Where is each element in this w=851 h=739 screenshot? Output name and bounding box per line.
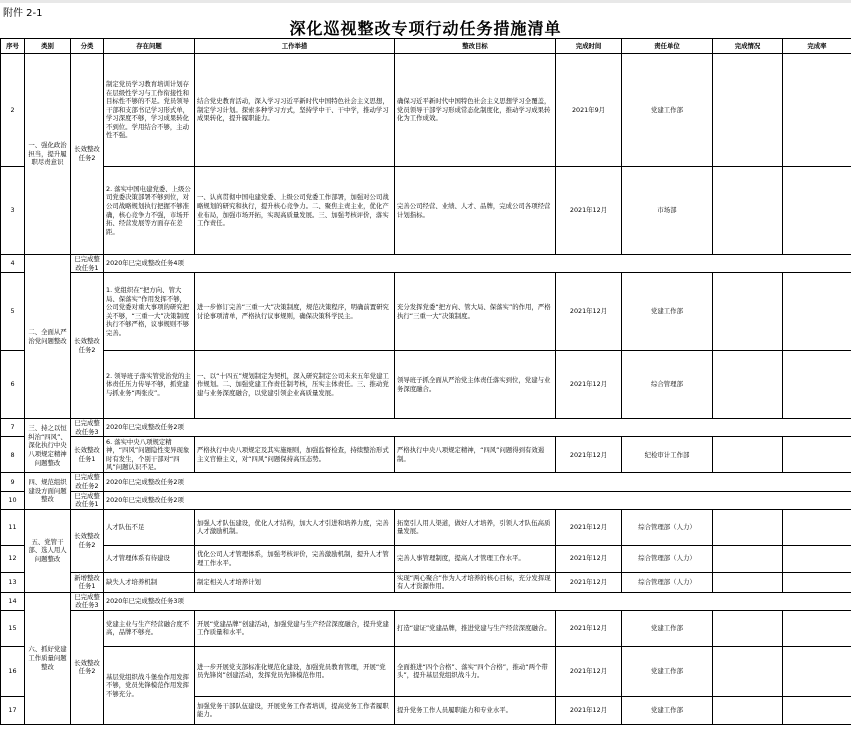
cell-no: 10 — [1, 491, 25, 509]
cell-unit: 综合管理部（人力） — [622, 545, 713, 572]
cell-no: 14 — [1, 592, 25, 610]
cell-problem: 2020年巳完成整改任务2项 — [104, 419, 851, 437]
cell-problem: 制定党员学习教育培训计划存在层级性学习与工作衔接性和目标性不够的不足。党员领导干部和支部书记学习形式单，学习深度不够，学习成果转化不到位。学用结合不够，主动性不强。 — [104, 54, 195, 167]
cell-no: 3 — [1, 167, 25, 255]
cell-no: 2 — [1, 54, 25, 167]
cell-no: 16 — [1, 646, 25, 696]
cell-unit: 市场部 — [622, 167, 713, 255]
cell-measure: 进一步修订完善“三重一大”决策制度，规范决策程序，明确前置研究讨论事项清单，严格执行议事规则，确保决策科学民主。 — [195, 273, 395, 351]
cell-problem: 6. 落实中央八项规定精神，“四风”问题隐性变异现象时有发生，个别干部对“四风”问题认识不足。 — [104, 437, 195, 473]
cell-problem: 基层党组织战斗堡垒作用发挥不够，党员先锋模范作用发挥不够充分。 — [104, 646, 195, 724]
cell-unit: 纪检审计工作部 — [622, 437, 713, 473]
cell-rate[interactable] — [783, 351, 851, 419]
cell-unit: 综合管理部（人力） — [622, 572, 713, 592]
cell-no: 15 — [1, 610, 25, 646]
cell-type: 长效整改任务1 — [71, 437, 104, 473]
cell-rate[interactable] — [783, 167, 851, 255]
cell-problem: 缺失人才培养机制 — [104, 572, 195, 592]
cell-unit: 党建工作部 — [622, 696, 713, 724]
cell-unit: 党建工作部 — [622, 54, 713, 167]
cell-measure: 加强党务干部队伍建设，开展党务工作者培训，提高党务工作者履职能力。 — [195, 696, 395, 724]
cell-category: 六、抓好党建工作质量问题整改 — [25, 592, 71, 724]
cell-goal: 充分发挥党委“把方向、管大局、保落实”的作用，严格执行“三重一大”决策制度。 — [395, 273, 556, 351]
cell-no: 13 — [1, 572, 25, 592]
table-row — [1, 273, 851, 351]
table-row — [1, 646, 851, 696]
cell-status[interactable] — [713, 167, 783, 255]
cell-time: 2021年12月 — [556, 437, 622, 473]
cell-category: 五、党管干部、选人用人问题整改 — [25, 509, 71, 592]
cell-status[interactable] — [713, 646, 783, 696]
cell-status[interactable] — [713, 572, 783, 592]
cell-problem: 2. 领导班子落实管党治党的主体责任压力传导不够，抓党建与抓业务“两张皮”。 — [104, 351, 195, 419]
cell-status[interactable] — [713, 437, 783, 473]
cell-unit: 综合管理部（人力） — [622, 509, 713, 545]
cell-type: 长效整改任务2 — [71, 273, 104, 419]
cell-measure: 优化公司人才管理体系，加强考核评价，完善激励机制，提升人才管理工作水平。 — [195, 545, 395, 572]
cell-type: 长效整改任务2 — [71, 509, 104, 572]
cell-rate[interactable] — [783, 54, 851, 167]
table-row — [1, 610, 851, 646]
cell-goal: 实现“两心聚合”作为人才培养的核心目标，充分发挥现有人才资源作用。 — [395, 572, 556, 592]
table-row — [1, 545, 851, 572]
col-header-type: 分类 — [71, 39, 104, 54]
col-header-no: 序号 — [1, 39, 25, 54]
cell-status[interactable] — [713, 351, 783, 419]
annex-label: 附件 2-1 — [3, 8, 43, 19]
cell-goal: 确保习近平新时代中国特色社会主义思想学习全覆盖，党员领导干部学习形成常态化制度化，推动学习成果转化为工作成效。 — [395, 54, 556, 167]
col-header-unit: 责任单位 — [622, 39, 713, 54]
cell-no: 12 — [1, 545, 25, 572]
cell-type: 巳完成整改任务1 — [71, 491, 104, 509]
cell-category: 三、持之以恒纠治“四风”、深化执行中央八项规定精神问题整改 — [25, 419, 71, 473]
cell-rate[interactable] — [783, 509, 851, 545]
cell-time: 2021年12月 — [556, 351, 622, 419]
cell-measure: 加强人才队伍建设，优化人才结构，加大人才引进和培养力度，完善人才激励机制。 — [195, 509, 395, 545]
table-row — [1, 491, 851, 509]
cell-type: 新增整改任务1 — [71, 572, 104, 592]
col-header-time: 完成时间 — [556, 39, 622, 54]
cell-goal: 打造“建证”党建品牌，推进党建与生产经营深度融合。 — [395, 610, 556, 646]
cell-goal: 提升党务工作人员履职能力和专业水平。 — [395, 696, 556, 724]
cell-time: 2021年12月 — [556, 545, 622, 572]
cell-measure: 制定相关人才培养计划 — [195, 572, 395, 592]
cell-rate[interactable] — [783, 572, 851, 592]
cell-no: 11 — [1, 509, 25, 545]
cell-unit: 党建工作部 — [622, 646, 713, 696]
task-table — [0, 38, 851, 725]
cell-measure: 一、认真贯彻中国电建党委、上级公司党委工作部署，加强对公司战略规划的研究和执行，提升核心竞争力。二、聚焦主责主业，优化产业布局，加强市场开拓，实现高质量发展。三、加强考核评价，落实工作责任。 — [195, 167, 395, 255]
cell-goal: 完善人事管理制度，提高人才管理工作水平。 — [395, 545, 556, 572]
cell-no: 6 — [1, 351, 25, 419]
col-header-rate: 完成率 — [783, 39, 851, 54]
cell-unit: 党建工作部 — [622, 273, 713, 351]
cell-goal: 完善公司经营、业绩、人才、品牌，完成公司各项经营计划指标。 — [395, 167, 556, 255]
cell-time: 2021年12月 — [556, 572, 622, 592]
cell-time: 2021年12月 — [556, 167, 622, 255]
cell-goal: 严格执行中央八项规定精神，“四风”问题得到有效遏制。 — [395, 437, 556, 473]
cell-no: 17 — [1, 696, 25, 724]
cell-rate[interactable] — [783, 610, 851, 646]
cell-unit: 党建工作部 — [622, 610, 713, 646]
cell-rate[interactable] — [783, 545, 851, 572]
cell-rate[interactable] — [783, 646, 851, 696]
cell-measure: 结合党史教育活动，深入学习习近平新时代中国特色社会主义思想，制定学习计划。探索多种学习方式，坚持学中干、干中学，推动学习成果转化，提升履职能力。 — [195, 54, 395, 167]
table-row — [1, 167, 851, 255]
cell-problem: 2020年巳完成整改任务4项 — [104, 255, 851, 273]
table-row — [1, 592, 851, 610]
cell-problem: 人才队伍不足 — [104, 509, 195, 545]
table-row — [1, 255, 851, 273]
cell-status[interactable] — [713, 54, 783, 167]
table-row — [1, 419, 851, 437]
cell-problem: 1. 党组织在“把方向、管大局、保落实”作用发挥不够，公司党委对重大事项的研究把关不够，“三重一大”决策制度执行不够严格，议事规则不够完善。 — [104, 273, 195, 351]
sheet-top-edge — [0, 0, 851, 3]
cell-problem: 党建主业与生产经营融合度不高，品牌不够亮。 — [104, 610, 195, 646]
table-row — [1, 54, 851, 167]
cell-problem: 2020年巳完成整改任务2项 — [104, 473, 851, 491]
cell-no: 4 — [1, 255, 25, 273]
table-row — [1, 572, 851, 592]
cell-problem: 2020年巳完成整改任务3项 — [104, 592, 851, 610]
cell-no: 7 — [1, 419, 25, 437]
cell-problem: 人才管理体系有待建设 — [104, 545, 195, 572]
col-header-problem: 存在问题 — [104, 39, 195, 54]
cell-no: 5 — [1, 273, 25, 351]
cell-time: 2021年12月 — [556, 646, 622, 696]
cell-status[interactable] — [713, 545, 783, 572]
cell-status[interactable] — [713, 509, 783, 545]
cell-type: 巳完成整改任务3 — [71, 419, 104, 437]
cell-problem: 2. 落实中国电建党委、上级公司党委决策部署不够到位，对公司战略规划执行把握不够准确，核心竞争力不强，市场开拓、经营发展等方面存在差距。 — [104, 167, 195, 255]
page-title: 深化巡视整改专项行动任务措施清单 — [289, 19, 562, 38]
col-header-status: 完成情况 — [713, 39, 783, 54]
cell-time: 2021年12月 — [556, 610, 622, 646]
cell-no: 8 — [1, 437, 25, 473]
cell-problem: 2020年巳完成整改任务2项 — [104, 491, 851, 509]
table-row — [1, 351, 851, 419]
cell-status[interactable] — [713, 273, 783, 351]
table-header-row — [1, 39, 851, 54]
cell-unit: 综合管理部 — [622, 351, 713, 419]
cell-no: 9 — [1, 473, 25, 491]
col-header-category: 类别 — [25, 39, 71, 54]
cell-rate[interactable] — [783, 696, 851, 724]
cell-measure: 一、以“十四五”规划制定为契机，深入研究制定公司未来五年党建工作规划。二、加强党建工作责任制考核，压实主体责任。三、推动党建与业务深度融合，以党建引领企业高质量发展。 — [195, 351, 395, 419]
cell-status[interactable] — [713, 610, 783, 646]
cell-category: 一、强化政治担当，提升履职尽责意识 — [25, 54, 71, 255]
cell-time: 2021年12月 — [556, 509, 622, 545]
cell-type: 长效整改任务2 — [71, 610, 104, 724]
cell-type: 巳完成整改任务2 — [71, 473, 104, 491]
cell-measure: 严格执行中央八项规定及其实施细则，加强监督检查，持续整治形式主义官僚主义，对“四风”问题保持高压态势。 — [195, 437, 395, 473]
cell-time: 2021年12月 — [556, 696, 622, 724]
table-row — [1, 509, 851, 545]
cell-time: 2021年12月 — [556, 273, 622, 351]
cell-measure: 进一步开展党支部标准化规范化建设，加强党员教育管理，开展“党员先锋岗”创建活动，发挥党员先锋模范作用。 — [195, 646, 395, 696]
cell-measure: 开展“党建品牌”创建活动，加强党建与生产经营深度融合，提升党建工作质量和水平。 — [195, 610, 395, 646]
cell-status[interactable] — [713, 696, 783, 724]
col-header-measure: 工作举措 — [195, 39, 395, 54]
col-header-goal: 整改目标 — [395, 39, 556, 54]
cell-goal: 拓宽引人用人渠道，做好人才培养，引领人才队伍高质量发展。 — [395, 509, 556, 545]
cell-category: 二、全面从严治党问题整改 — [25, 255, 71, 419]
cell-time: 2021年9月 — [556, 54, 622, 167]
cell-goal: 领导班子抓全面从严治党主体责任落实到位，党建与业务深度融合。 — [395, 351, 556, 419]
cell-type: 巳完成整改任务1 — [71, 255, 104, 273]
cell-rate[interactable] — [783, 273, 851, 351]
table-row — [1, 473, 851, 491]
cell-goal: 全面推进“四个合格”、落实“四个合格”，推动“两个带头”，提升基层党组织战斗力。 — [395, 646, 556, 696]
table-row — [1, 437, 851, 473]
cell-type: 巳完成整改任务3 — [71, 592, 104, 610]
cell-type: 长效整改任务2 — [71, 54, 104, 255]
cell-rate[interactable] — [783, 437, 851, 473]
cell-category: 四、规范组织建设方面问题整改 — [25, 473, 71, 509]
